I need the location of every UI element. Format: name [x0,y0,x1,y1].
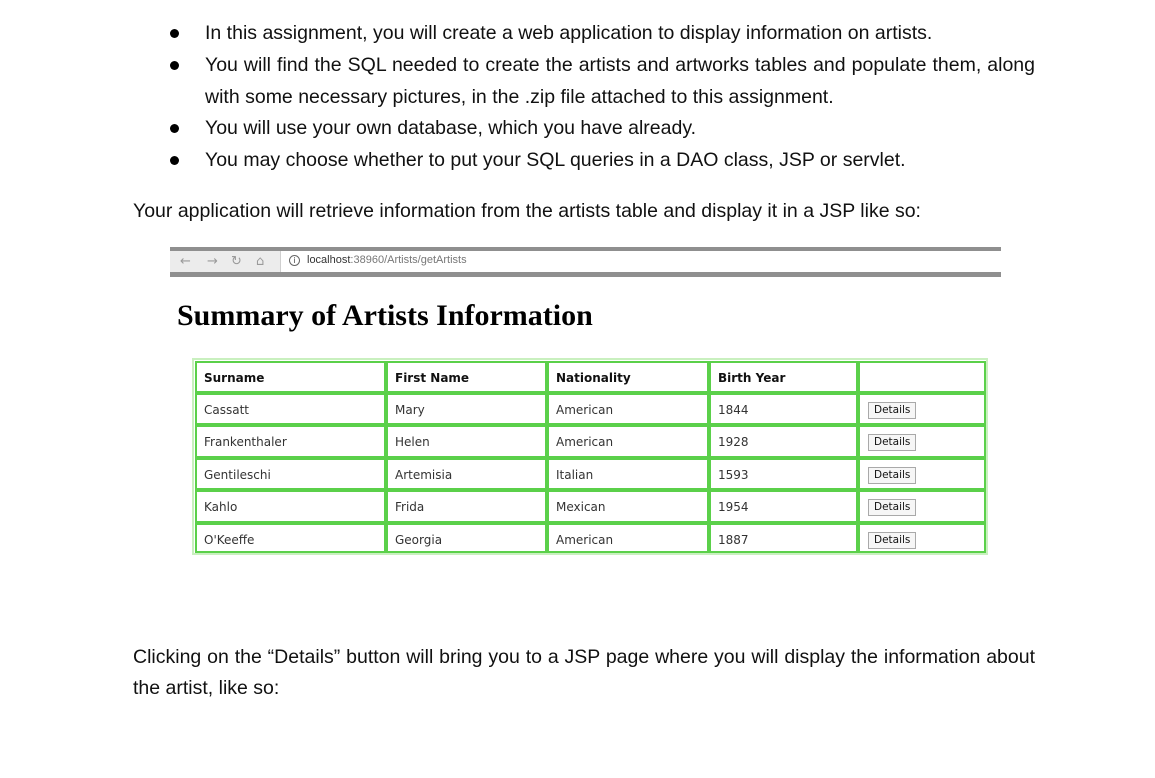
table-cell-actions [858,523,986,553]
address-bar [280,251,1001,272]
cell-text: 1928 [718,435,749,449]
table-cell-nationality [547,490,709,523]
reload-icon: ↻ [231,254,242,269]
table-cell-birth-year [709,425,858,458]
table-cell-actions [858,393,986,425]
table-cell-birth-year [709,458,858,490]
header-cell-nationality [547,361,709,393]
cell-text: Gentileschi [204,468,271,482]
details-button[interactable]: Details [868,499,916,516]
header-label: Birth Year [718,371,786,385]
bullet-text: In this assignment, you will create a web application to display information on artists. [205,22,933,44]
cell-text: 1887 [718,533,749,547]
bullet-dot-icon [170,124,179,133]
intro-paragraph: Your application will retrieve information from the artists table and display it in a JSP like so: [133,200,921,222]
header-cell-birth-year [709,361,858,393]
table-cell-actions [858,490,986,523]
cell-text: Mary [395,403,425,417]
cell-text: Italian [556,468,594,482]
table-cell-surname [195,490,386,523]
bullet-dot-icon [170,156,179,165]
header-cell-surname [195,361,386,393]
header-label: First Name [395,371,470,385]
table-cell-birth-year [709,490,858,523]
table-cell-actions [858,425,986,458]
table-cell-first-name [386,490,547,523]
table-cell-nationality [547,425,709,458]
details-button[interactable]: Details [868,434,916,451]
cell-text: Mexican [556,500,606,514]
bullet-text: You will use your own database, which you have already. [205,117,697,139]
table-cell-actions [858,458,986,490]
browser-toolbar [170,251,1001,272]
table-cell-first-name [386,458,547,490]
bullet-text: You will find the SQL needed to create the artists and artworks tables and populate them, along with some necessary pictures, in the .zip file attached to this assignment. [205,54,1035,108]
cell-text: Frida [395,500,425,514]
cell-text: American [556,533,614,547]
table-cell-first-name [386,425,547,458]
url-host: localhost [307,254,351,266]
cell-text: Kahlo [204,500,238,514]
header-cell-first-name [386,361,547,393]
forward-arrow-icon: → [207,254,218,269]
home-icon: ⌂ [256,254,265,269]
cell-text: American [556,403,614,417]
table-cell-nationality [547,523,709,553]
cell-text: Helen [395,435,430,449]
table-cell-surname [195,523,386,553]
page-title: Summary of Artists Information [177,299,593,332]
back-arrow-icon: ← [180,254,191,269]
table-cell-surname [195,458,386,490]
cell-text: Artemisia [395,468,453,482]
header-label: Surname [204,371,265,385]
details-button[interactable]: Details [868,402,916,419]
info-icon: i [289,255,300,266]
cell-text: Georgia [395,533,443,547]
table-cell-birth-year [709,523,858,553]
cell-text: Frankenthaler [204,435,287,449]
header-label: Nationality [556,371,631,385]
cell-text: Cassatt [204,403,249,417]
table-cell-nationality [547,393,709,425]
artists-table [192,358,988,555]
bullet-dot-icon [170,29,179,38]
cell-text: 1844 [718,403,749,417]
table-cell-first-name [386,523,547,553]
browser-screenshot-bar [170,247,1001,277]
table-cell-surname [195,393,386,425]
table-cell-first-name [386,393,547,425]
url-text [307,254,467,266]
bullet-text: You may choose whether to put your SQL queries in a DAO class, JSP or servlet. [205,149,906,171]
details-button[interactable]: Details [868,532,916,549]
table-cell-birth-year [709,393,858,425]
details-button[interactable]: Details [868,467,916,484]
cell-text: 1954 [718,500,749,514]
table-cell-surname [195,425,386,458]
table-cell-nationality [547,458,709,490]
bullet-dot-icon [170,61,179,70]
cell-text: 1593 [718,468,749,482]
outro-paragraph: Clicking on the “Details” button will bring you to a JSP page where you will display the information about the artist, like so: [133,646,1035,699]
url-path: :38960/Artists/getArtists [350,254,467,266]
cell-text: O'Keeffe [204,533,255,547]
header-cell-actions [858,361,986,393]
cell-text: American [556,435,614,449]
